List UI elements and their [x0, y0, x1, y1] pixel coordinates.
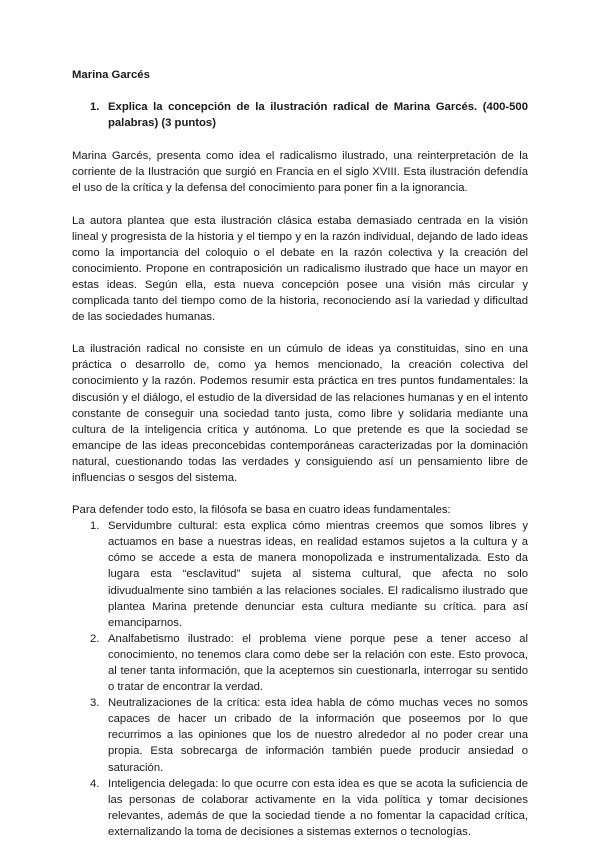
question-heading [72, 99, 528, 131]
list-item-number: 4. [90, 777, 100, 790]
document-page [72, 67, 528, 840]
paragraph-intro: Marina Garcés, presenta como idea el radicalismo ilustrado, una reinterpretación de la corriente de la Ilustración que surgió en Francia en el siglo XVIII. Esta ilustración defendía el uso de la crítica y la defensa del conocimiento para poner fin a la ignorancia. [72, 150, 528, 195]
list-item [72, 518, 528, 631]
document-title: Marina Garcés [72, 69, 150, 81]
list-item-text: Analfabetismo ilustrado: el problema viene porque pese a tener acceso al conocimiento, no tenemos clara como debe ser la relación con este. Esto provoca, al tener tanta información, que la aceptemos sin cuestionarla, interrogar su sentido o tratar de encontrar la verdad. [108, 632, 528, 694]
list-item-number: 1. [90, 520, 100, 533]
question-number: 1. [90, 101, 100, 114]
question-text: Explica la concepción de la ilustración radical de Marina Garcés. (400-500 palabras) (3 puntos) [108, 101, 528, 130]
list-item-text: Inteligencia delegada: lo que ocurre con esta idea es que se acota la suficiencia de las personas de colaborar activamente en la vida política y tomar decisiones relevantes, además de que la sociedad tiende a no fomentar la capacidad crítica, externalizando la toma de decisiones a sistemas externos o tecnologías. [108, 777, 528, 838]
list-item [72, 695, 528, 775]
list-intro: Para defender todo esto, la filósofa se basa en cuatro ideas fundamentales: [72, 504, 451, 517]
list-item [72, 776, 528, 840]
ideas-list [72, 518, 528, 840]
list-item-number: 3. [90, 697, 100, 710]
paragraph-author-proposal: La autora plantea que esta ilustración clásica estaba demasiado centrada en la visión lineal y progresista de la historia y el tiempo y en la razón individual, dejando de lado ideas como la importancia del coloquio o el debate en la razón colectiva y la creación del conocimiento. Propone en contraposición un radicalismo ilustrado que hace un mayor en estas ideas. Según ella, esta nueva concepción posee una visión más circular y complicada tanto del tiempo como de la historia, reconociendo así la variedad y dificultad de las sociedades humanas. [72, 214, 528, 324]
list-item-text: Servidumbre cultural: esta explica cómo mientras creemos que somos libres y actuamos en base a nuestras ideas, en realidad estamos sujetos a la cultura y a cómo se accede a esta de manera monopolizada e instrumentalizada. Esto da lugara esta “esclavitud” sujeta al sistema cultural, que afecta no solo idivudualmente sino también a las relaciones sociales. El radicalismo ilustrado que plantea Marina pretende denunciar esta cultura mediante su crítica. para así emanciparnos. [108, 520, 528, 629]
list-item [72, 631, 528, 695]
list-item-text: Neutralizaciones de la crítica: esta idea habla de cómo muchas veces no somos capaces de hacer un cribado de la información que poseemos por lo que recurrimos a las opiniones que los de nuestro alrededor al no poder crear una propia. Esta sobrecarga de información también puede producir ansiedad o saturación. [108, 697, 528, 774]
list-item-number: 2. [90, 632, 100, 645]
paragraph-radical-illustration: La ilustración radical no consiste en un cúmulo de ideas ya constituidas, sino en una práctica o desarrollo de, como ya hemos mencionado, la creación colectiva del conocimiento y la razón. Podemos resumir esta práctica en tres puntos fundamentales: la discusión y el diálogo, el estudio de la diversidad de las relaciones humanas y en el intento constante de conseguir una sociedad tanto justa, como libre y solidaria mediante una cultura de la inteligencia crítica y autónoma. Lo que pretende es que la sociedad se emancipe de las ideas preconcebidas contemporáneas caracterizadas por la dominación natural, cuestionando todas las verdades y consiguiendo así un pensamiento libre de influencias o sesgos del sistema. [72, 343, 528, 484]
